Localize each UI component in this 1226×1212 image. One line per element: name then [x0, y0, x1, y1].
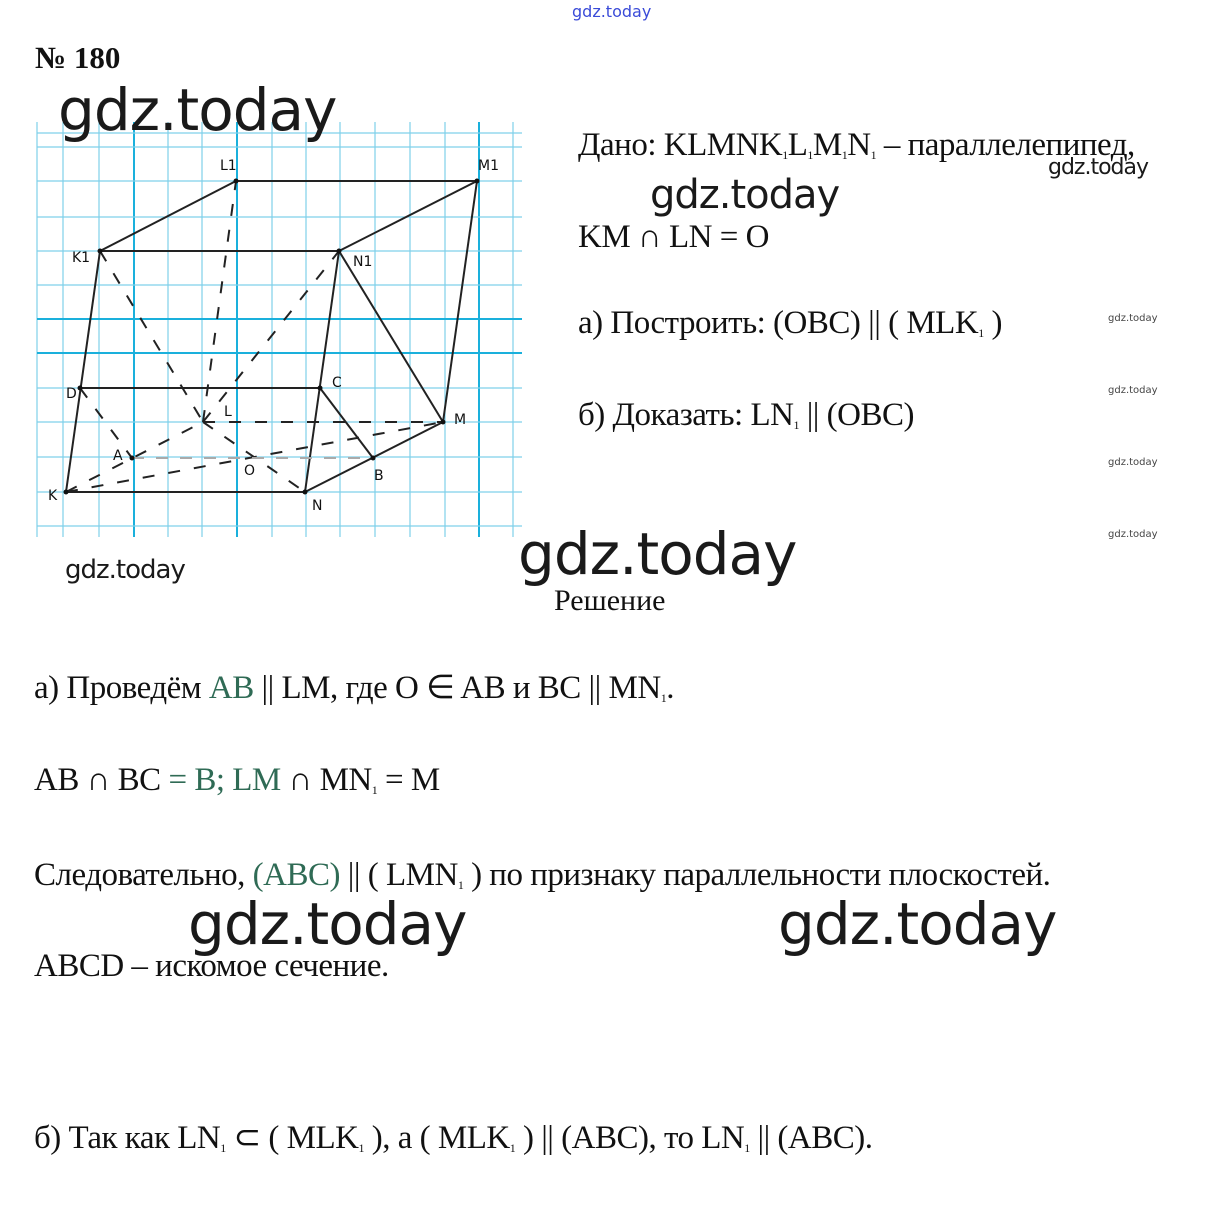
text-segment: || ( LMN — [340, 857, 458, 893]
task-a — [578, 303, 1002, 353]
label-D: D — [66, 386, 77, 402]
subscript: 1 — [841, 148, 848, 162]
text-segment: б) Так как LN — [34, 1120, 221, 1156]
text-segment: ∩ MN — [280, 762, 372, 798]
text-segment: = B; LM — [168, 762, 281, 798]
text-segment: || (OBC) — [798, 397, 914, 433]
watermark: gdz.today — [518, 520, 797, 588]
watermark: gdz.today — [778, 890, 1057, 958]
text-segment: ), а ( MLK — [363, 1120, 510, 1156]
solution-line-2 — [34, 760, 440, 810]
watermark: gdz.today — [1108, 529, 1158, 540]
text-segment: ) || (ABC), то LN — [515, 1120, 745, 1156]
subscript: 1 — [371, 783, 378, 797]
text-segment: || LM, где O ∈ AB и BC || MN — [253, 670, 661, 706]
label-A: A — [113, 448, 123, 464]
watermark: gdz.today — [1108, 385, 1158, 396]
label-O: O — [244, 463, 256, 479]
subscript: 1 — [793, 418, 799, 432]
text-segment: б) Доказать: LN — [578, 397, 794, 433]
text-segment: L — [787, 127, 808, 163]
subscript: 1 — [457, 878, 464, 892]
subscript: 1 — [660, 691, 667, 705]
text-segment: M — [812, 127, 842, 163]
label-N: N — [312, 498, 323, 514]
subscript: 1 — [978, 326, 984, 340]
subscript: 1 — [220, 1141, 226, 1155]
text-segment: Следовательно, — [34, 857, 253, 893]
text-segment: AB ∩ BC — [34, 762, 169, 798]
label-L1: L1 — [220, 158, 237, 174]
solution-line-5 — [34, 1118, 873, 1168]
watermark: gdz.today — [650, 172, 840, 218]
text-segment: || (ABC). — [749, 1120, 873, 1156]
label-M1: M1 — [478, 158, 499, 174]
text-segment: – параллелепипед, — [876, 127, 1135, 163]
watermark: gdz.today — [1108, 457, 1158, 468]
text-segment: AB — [208, 670, 254, 706]
watermark: gdz.today — [1108, 313, 1158, 324]
text-segment: Дано: KLMNK — [578, 127, 783, 163]
text-segment: (ABC) — [252, 857, 341, 893]
text-segment: ⊂ ( MLK — [225, 1120, 359, 1156]
watermark: gdz.today — [65, 555, 185, 585]
solution-line-1 — [34, 668, 674, 718]
task-b — [578, 395, 914, 445]
text-segment: = M — [377, 762, 440, 798]
text-segment: ABCD – искомое сечение. — [34, 948, 389, 984]
label-C: C — [332, 375, 342, 391]
text-segment: N — [847, 127, 871, 163]
watermark: gdz.today — [188, 890, 467, 958]
grid-paper — [37, 122, 522, 537]
subscript: 1 — [782, 148, 788, 162]
watermark: gdz.today — [1048, 155, 1149, 180]
subscript: 1 — [509, 1141, 516, 1155]
text-segment: ) — [983, 305, 1002, 341]
given-line-2 — [578, 217, 769, 257]
label-K: K — [48, 488, 58, 504]
watermark: gdz.today — [58, 76, 337, 144]
text-segment: KM ∩ LN = O — [578, 219, 769, 255]
subscript: 1 — [358, 1141, 364, 1155]
text-segment: а) Проведём — [34, 670, 209, 706]
solution-title: Решение — [554, 584, 666, 617]
text-segment: ) по признаку параллельности плоскостей. — [463, 857, 1051, 893]
problem-number: № 180 — [35, 40, 121, 75]
label-B: B — [374, 468, 384, 484]
label-K1: K1 — [72, 250, 91, 266]
label-L: L — [224, 404, 232, 420]
label-M: M — [454, 412, 467, 428]
subscript: 1 — [807, 148, 813, 162]
top-watermark: gdz.today — [572, 2, 652, 21]
subscript: 1 — [744, 1141, 750, 1155]
label-N1: N1 — [353, 254, 373, 270]
subscript: 1 — [870, 148, 877, 162]
text-segment: а) Построить: (OBC) || ( MLK — [578, 305, 979, 341]
text-segment: . — [666, 670, 674, 706]
